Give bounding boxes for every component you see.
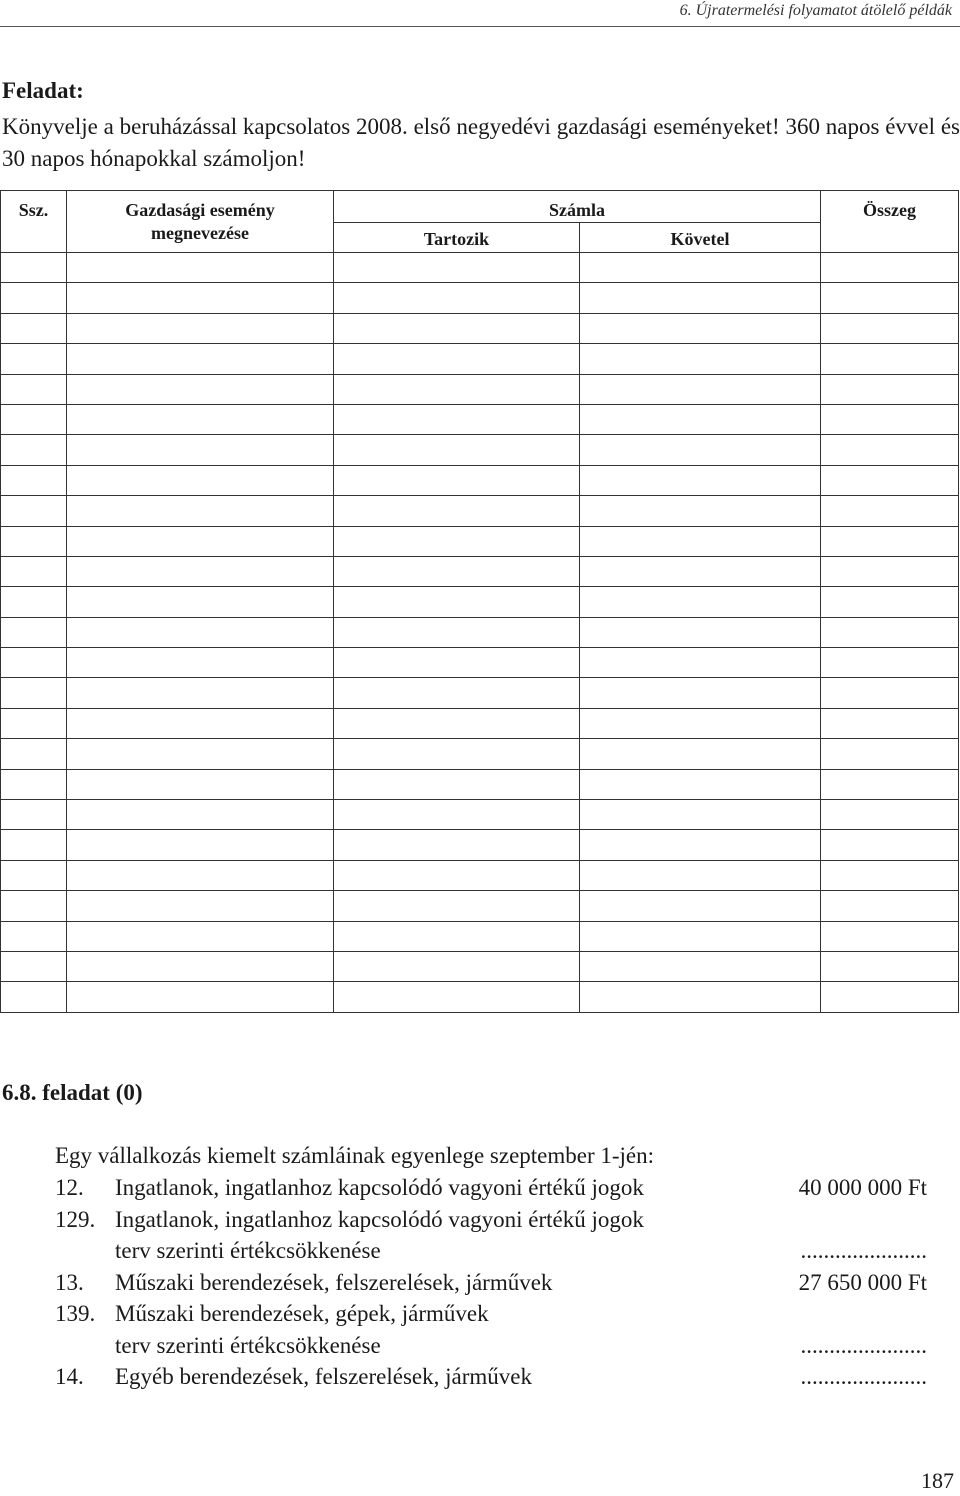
ledger-cell xyxy=(67,769,334,799)
ledger-cell xyxy=(821,860,959,890)
ledger-cell xyxy=(334,648,580,678)
ledger-cell xyxy=(334,313,580,343)
page-number: 187 xyxy=(921,1468,954,1493)
ledger-cell xyxy=(67,344,334,374)
ledger-cell xyxy=(580,678,821,708)
ledger-cell xyxy=(1,556,67,586)
account-amount: 40 000 000 Ft xyxy=(798,1175,927,1200)
ledger-cell xyxy=(1,921,67,951)
ledger-cell xyxy=(821,891,959,921)
account-row xyxy=(55,1361,927,1393)
ledger-row xyxy=(1,587,959,617)
ledger-table xyxy=(0,190,959,1013)
ledger-cell xyxy=(821,435,959,465)
ledger-cell xyxy=(821,253,959,283)
ledger-cell xyxy=(334,739,580,769)
account-row xyxy=(55,1204,927,1236)
ledger-cell xyxy=(334,769,580,799)
ledger-row xyxy=(1,526,959,556)
ledger-cell xyxy=(67,496,334,526)
ledger-cell xyxy=(334,708,580,738)
ledger-row xyxy=(1,708,959,738)
ledger-cell xyxy=(580,526,821,556)
ledger-cell xyxy=(1,374,67,404)
account-row xyxy=(55,1330,927,1362)
ledger-cell xyxy=(334,587,580,617)
ledger-cell xyxy=(1,283,67,313)
ledger-cell xyxy=(334,344,580,374)
ledger-cell xyxy=(821,617,959,647)
ledger-cell xyxy=(580,283,821,313)
ledger-cell xyxy=(67,617,334,647)
ledger-row xyxy=(1,465,959,495)
ledger-cell xyxy=(821,344,959,374)
ledger-cell xyxy=(67,283,334,313)
ledger-cell xyxy=(821,951,959,981)
account-number xyxy=(55,1235,115,1267)
ledger-cell xyxy=(1,313,67,343)
ledger-cell xyxy=(334,951,580,981)
ledger-cell xyxy=(580,769,821,799)
ledger-cell xyxy=(334,374,580,404)
ledger-cell xyxy=(67,921,334,951)
ledger-cell xyxy=(821,648,959,678)
ledger-cell xyxy=(334,253,580,283)
ledger-row xyxy=(1,739,959,769)
ledger-cell xyxy=(580,921,821,951)
ledger-cell xyxy=(67,800,334,830)
ledger-cell xyxy=(821,708,959,738)
ledger-cell xyxy=(580,313,821,343)
account-list xyxy=(55,1172,927,1393)
ledger-cell xyxy=(821,496,959,526)
ledger-cell xyxy=(1,435,67,465)
account-name: terv szerinti értékcsökkenése xyxy=(115,1332,381,1358)
ledger-cell xyxy=(334,617,580,647)
ledger-cell xyxy=(580,617,821,647)
ledger-cell xyxy=(67,982,334,1012)
ledger-row xyxy=(1,982,959,1012)
ledger-cell xyxy=(1,617,67,647)
ledger-cell xyxy=(67,435,334,465)
ledger-cell xyxy=(1,496,67,526)
ledger-cell xyxy=(67,465,334,495)
ledger-row xyxy=(1,283,959,313)
ledger-cell xyxy=(821,739,959,769)
ledger-cell xyxy=(67,404,334,434)
ledger-cell xyxy=(821,678,959,708)
account-amount: ...................... xyxy=(800,1332,927,1358)
ledger-cell xyxy=(821,769,959,799)
ledger-row xyxy=(1,344,959,374)
task-label: Feladat: xyxy=(2,78,84,103)
ledger-cell xyxy=(67,587,334,617)
ledger-cell xyxy=(334,283,580,313)
ledger-cell xyxy=(67,739,334,769)
task2-title: 6.8. feladat (0) xyxy=(2,1080,143,1105)
ledger-row xyxy=(1,830,959,860)
account-number xyxy=(55,1330,115,1362)
account-row xyxy=(55,1172,927,1204)
ledger-cell xyxy=(580,800,821,830)
ledger-row xyxy=(1,556,959,586)
ledger-cell xyxy=(67,951,334,981)
account-name: Műszaki berendezések, felszerelések, járművek xyxy=(115,1269,553,1295)
ledger-cell xyxy=(334,678,580,708)
ledger-cell xyxy=(67,678,334,708)
header-account: Számla xyxy=(334,191,821,223)
ledger-cell xyxy=(334,435,580,465)
account-number: 13. xyxy=(55,1269,84,1295)
ledger-row xyxy=(1,313,959,343)
ledger-cell xyxy=(334,556,580,586)
ledger-cell xyxy=(334,860,580,890)
ledger-cell xyxy=(67,253,334,283)
ledger-cell xyxy=(580,556,821,586)
account-name: Egyéb berendezések, felszerelések, járművek xyxy=(115,1364,532,1389)
ledger-cell xyxy=(580,739,821,769)
ledger-cell xyxy=(580,951,821,981)
ledger-cell xyxy=(334,404,580,434)
ledger-cell xyxy=(1,708,67,738)
account-name: terv szerinti értékcsökkenése xyxy=(115,1238,381,1263)
header-ssz: Ssz. xyxy=(1,191,67,253)
ledger-cell xyxy=(821,800,959,830)
header-amount: Összeg xyxy=(821,191,959,253)
ledger-row xyxy=(1,435,959,465)
ledger-cell xyxy=(1,526,67,556)
ledger-row xyxy=(1,496,959,526)
ledger-cell xyxy=(334,526,580,556)
ledger-cell xyxy=(580,344,821,374)
ledger-cell xyxy=(1,678,67,708)
ledger-cell xyxy=(580,465,821,495)
ledger-row xyxy=(1,648,959,678)
ledger-row xyxy=(1,404,959,434)
ledger-cell xyxy=(1,769,67,799)
ledger-cell xyxy=(67,556,334,586)
account-amount xyxy=(768,1204,927,1236)
ledger-cell xyxy=(1,587,67,617)
ledger-cell xyxy=(1,648,67,678)
ledger-row xyxy=(1,891,959,921)
ledger-cell xyxy=(1,465,67,495)
account-row xyxy=(55,1235,927,1267)
header-credit: Követel xyxy=(580,223,821,253)
ledger-row xyxy=(1,617,959,647)
ledger-cell xyxy=(1,344,67,374)
ledger-cell xyxy=(821,526,959,556)
ledger-cell xyxy=(580,496,821,526)
account-amount: ...................... xyxy=(800,1364,927,1389)
ledger-cell xyxy=(821,313,959,343)
ledger-cell xyxy=(334,496,580,526)
ledger-row xyxy=(1,678,959,708)
header-rule xyxy=(0,26,960,27)
ledger-cell xyxy=(334,891,580,921)
ledger-cell xyxy=(1,253,67,283)
ledger-cell xyxy=(1,860,67,890)
ledger-cell xyxy=(821,556,959,586)
ledger-cell xyxy=(67,860,334,890)
ledger-cell xyxy=(580,891,821,921)
ledger-cell xyxy=(580,404,821,434)
account-name: Ingatlanok, ingatlanhoz kapcsolódó vagyoni értékű jogok xyxy=(115,1206,644,1232)
account-number: 14. xyxy=(55,1364,84,1389)
ledger-cell xyxy=(334,800,580,830)
account-amount xyxy=(768,1298,927,1330)
ledger-row xyxy=(1,951,959,981)
ledger-row xyxy=(1,921,959,951)
ledger-cell xyxy=(67,648,334,678)
ledger-cell xyxy=(821,982,959,1012)
account-amount: ...................... xyxy=(800,1238,927,1263)
running-header: 6. Újratermelési folyamatot átölelő példák xyxy=(679,2,952,19)
account-number: 129. xyxy=(55,1206,96,1232)
ledger-cell xyxy=(1,739,67,769)
account-row xyxy=(55,1298,927,1330)
ledger-cell xyxy=(821,283,959,313)
ledger-cell xyxy=(821,587,959,617)
header-event: Gazdasági esemény megnevezése xyxy=(67,191,334,253)
ledger-cell xyxy=(334,830,580,860)
ledger-row xyxy=(1,800,959,830)
account-amount: 27 650 000 Ft xyxy=(798,1269,927,1295)
ledger-row xyxy=(1,253,959,283)
ledger-cell xyxy=(67,830,334,860)
ledger-cell xyxy=(580,374,821,404)
ledger-cell xyxy=(67,708,334,738)
ledger-cell xyxy=(580,982,821,1012)
ledger-row xyxy=(1,860,959,890)
ledger-cell xyxy=(1,800,67,830)
ledger-cell xyxy=(67,526,334,556)
ledger-cell xyxy=(1,830,67,860)
ledger-cell xyxy=(67,313,334,343)
ledger-cell xyxy=(580,253,821,283)
ledger-cell xyxy=(67,891,334,921)
account-name: Műszaki berendezések, gépek, járművek xyxy=(115,1301,489,1326)
ledger-cell xyxy=(580,708,821,738)
account-number: 12. xyxy=(55,1175,84,1200)
ledger-cell xyxy=(821,921,959,951)
ledger-row xyxy=(1,374,959,404)
ledger-cell xyxy=(821,465,959,495)
task-text: Könyvelje a beruházással kapcsolatos 2008. első negyedévi gazdasági eseményeket! 360 napos évvel és 30 napos hónapokkal számoljon! xyxy=(2,114,960,171)
ledger-cell xyxy=(334,921,580,951)
account-row xyxy=(55,1267,927,1299)
ledger-row xyxy=(1,769,959,799)
ledger-cell xyxy=(67,374,334,404)
ledger-cell xyxy=(580,587,821,617)
ledger-cell xyxy=(334,982,580,1012)
ledger-cell xyxy=(1,951,67,981)
ledger-cell xyxy=(334,465,580,495)
ledger-cell xyxy=(580,830,821,860)
ledger-cell xyxy=(821,374,959,404)
account-number: 139. xyxy=(55,1301,96,1326)
task2-intro: Egy vállalkozás kiemelt számláinak egyenlege szeptember 1-jén: xyxy=(55,1143,655,1168)
ledger-cell xyxy=(1,982,67,1012)
header-debit: Tartozik xyxy=(334,223,580,253)
ledger-cell xyxy=(821,404,959,434)
ledger-body xyxy=(1,253,959,1013)
ledger-cell xyxy=(580,648,821,678)
ledger-cell xyxy=(1,404,67,434)
ledger-cell xyxy=(821,830,959,860)
account-name: Ingatlanok, ingatlanhoz kapcsolódó vagyoni értékű jogok xyxy=(115,1175,644,1200)
ledger-cell xyxy=(1,891,67,921)
ledger-cell xyxy=(580,860,821,890)
ledger-cell xyxy=(580,435,821,465)
